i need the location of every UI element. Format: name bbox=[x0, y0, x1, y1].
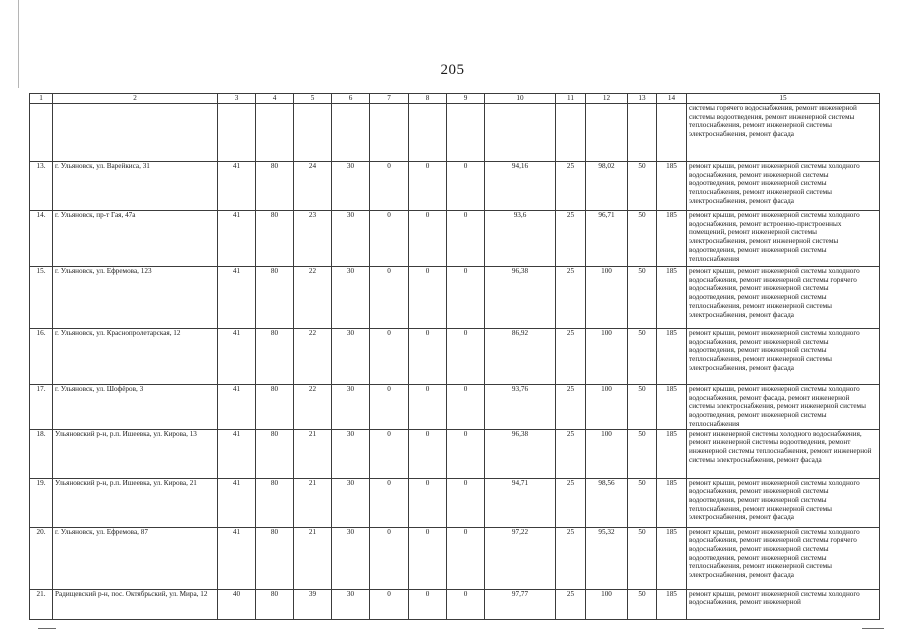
row-address: Радищевский р-н, пос. Октябрьский, ул. Мира, 12 bbox=[53, 589, 218, 619]
row-value-c4: 80 bbox=[256, 478, 294, 527]
row-value-c6: 30 bbox=[332, 267, 370, 329]
row-value-c11: 25 bbox=[556, 478, 586, 527]
row-value-c14: 185 bbox=[657, 527, 687, 589]
continuation-cell bbox=[556, 104, 586, 162]
row-works: ремонт крыши, ремонт инженерной системы холодного водоснабжения, ремонт инженерной системы водоотведения, ремонт инженерной системы теплоснабжения, ремонт инженерной системы электроснабжения, ремонт фасада bbox=[687, 329, 880, 385]
row-value-c13: 50 bbox=[628, 385, 657, 430]
row-value-c13: 50 bbox=[628, 527, 657, 589]
row-value-c12: 98,02 bbox=[586, 162, 628, 211]
row-value-c7: 0 bbox=[370, 267, 409, 329]
row-address: г. Ульяновск, ул. Шофёров, 3 bbox=[53, 385, 218, 430]
column-header-5: 5 bbox=[294, 94, 332, 104]
row-value-c14: 185 bbox=[657, 211, 687, 267]
row-value-c7: 0 bbox=[370, 385, 409, 430]
row-value-c3: 41 bbox=[218, 162, 256, 211]
row-value-c11: 25 bbox=[556, 589, 586, 619]
row-value-c8: 0 bbox=[409, 385, 447, 430]
row-value-c13: 50 bbox=[628, 429, 657, 478]
continuation-cell bbox=[294, 104, 332, 162]
row-value-c12: 96,71 bbox=[586, 211, 628, 267]
row-value-c12: 100 bbox=[586, 267, 628, 329]
table-row bbox=[30, 478, 880, 527]
row-value-c9: 0 bbox=[447, 429, 485, 478]
row-value-c4: 80 bbox=[256, 162, 294, 211]
table-row bbox=[30, 162, 880, 211]
row-works: ремонт крыши, ремонт инженерной системы холодного водоснабжения, ремонт инженерной системы горячего водоснабжения, ремонт инженерной системы водоотведения, ремонт инженерной системы теплоснабжения, ремонт инженерной системы электроснабжения, ремонт фасада bbox=[687, 267, 880, 329]
row-value-c9: 0 bbox=[447, 267, 485, 329]
row-value-c10: 94,71 bbox=[485, 478, 556, 527]
row-value-c7: 0 bbox=[370, 329, 409, 385]
row-value-c7: 0 bbox=[370, 527, 409, 589]
row-value-c4: 80 bbox=[256, 329, 294, 385]
row-value-c6: 30 bbox=[332, 162, 370, 211]
column-header-2: 2 bbox=[53, 94, 218, 104]
row-value-c11: 25 bbox=[556, 329, 586, 385]
row-value-c14: 185 bbox=[657, 162, 687, 211]
column-header-7: 7 bbox=[370, 94, 409, 104]
row-value-c12: 95,32 bbox=[586, 527, 628, 589]
row-value-c10: 86,92 bbox=[485, 329, 556, 385]
row-index: 20. bbox=[30, 527, 53, 589]
row-address: г. Ульяновск, ул. Варейкиса, 31 bbox=[53, 162, 218, 211]
row-value-c9: 0 bbox=[447, 478, 485, 527]
row-value-c9: 0 bbox=[447, 329, 485, 385]
column-header-11: 11 bbox=[556, 94, 586, 104]
row-works: ремонт крыши, ремонт инженерной системы холодного водоснабжения, ремонт инженерной системы водоотведения, ремонт инженерной системы теплоснабжения, ремонт инженерной системы электроснабжения, ремонт фасада bbox=[687, 162, 880, 211]
table-row bbox=[30, 385, 880, 430]
column-header-8: 8 bbox=[409, 94, 447, 104]
row-value-c7: 0 bbox=[370, 589, 409, 619]
row-value-c10: 97,77 bbox=[485, 589, 556, 619]
row-value-c12: 100 bbox=[586, 429, 628, 478]
row-value-c4: 80 bbox=[256, 211, 294, 267]
row-value-c4: 80 bbox=[256, 385, 294, 430]
row-value-c3: 41 bbox=[218, 385, 256, 430]
continuation-cell-address bbox=[53, 104, 218, 162]
row-value-c7: 0 bbox=[370, 211, 409, 267]
row-value-c8: 0 bbox=[409, 589, 447, 619]
row-value-c9: 0 bbox=[447, 589, 485, 619]
row-value-c6: 30 bbox=[332, 429, 370, 478]
row-value-c9: 0 bbox=[447, 211, 485, 267]
column-header-12: 12 bbox=[586, 94, 628, 104]
row-value-c5: 21 bbox=[294, 478, 332, 527]
row-address: г. Ульяновск, ул. Ефремова, 123 bbox=[53, 267, 218, 329]
row-value-c9: 0 bbox=[447, 527, 485, 589]
row-address: Ульяновский р-н, р.п. Ишеевка, ул. Кирова, 21 bbox=[53, 478, 218, 527]
continuation-works: системы горячего водоснабжения, ремонт инженерной системы водоотведения, ремонт инженерной системы теплоснабжения, ремонт инженерной системы электроснабжения, ремонт фасада bbox=[687, 104, 880, 162]
row-value-c8: 0 bbox=[409, 429, 447, 478]
row-value-c3: 41 bbox=[218, 478, 256, 527]
row-works: ремонт крыши, ремонт инженерной системы холодного водоснабжения, ремонт фасада, ремонт инженерной системы электроснабжения, ремонт инженерной системы водоотведения, ремонт инженерной системы теплоснабжения bbox=[687, 385, 880, 430]
row-value-c11: 25 bbox=[556, 527, 586, 589]
row-value-c10: 97,22 bbox=[485, 527, 556, 589]
row-value-c5: 23 bbox=[294, 211, 332, 267]
footer-mark-left bbox=[38, 628, 56, 629]
row-value-c11: 25 bbox=[556, 429, 586, 478]
continuation-cell bbox=[218, 104, 256, 162]
row-value-c13: 50 bbox=[628, 478, 657, 527]
row-value-c13: 50 bbox=[628, 589, 657, 619]
row-value-c6: 30 bbox=[332, 385, 370, 430]
row-value-c14: 185 bbox=[657, 429, 687, 478]
continuation-cell bbox=[409, 104, 447, 162]
continuation-cell bbox=[447, 104, 485, 162]
row-address: г. Ульяновск, ул. Краснопролетарская, 12 bbox=[53, 329, 218, 385]
row-value-c8: 0 bbox=[409, 267, 447, 329]
row-value-c7: 0 bbox=[370, 162, 409, 211]
table-row bbox=[30, 329, 880, 385]
continuation-cell-idx bbox=[30, 104, 53, 162]
row-value-c4: 80 bbox=[256, 267, 294, 329]
row-index: 15. bbox=[30, 267, 53, 329]
row-value-c6: 30 bbox=[332, 527, 370, 589]
row-value-c3: 41 bbox=[218, 267, 256, 329]
table-row bbox=[30, 267, 880, 329]
continuation-cell bbox=[332, 104, 370, 162]
row-value-c11: 25 bbox=[556, 211, 586, 267]
row-value-c8: 0 bbox=[409, 162, 447, 211]
continuation-row bbox=[30, 104, 880, 162]
row-value-c4: 80 bbox=[256, 527, 294, 589]
row-value-c10: 93,6 bbox=[485, 211, 556, 267]
row-value-c13: 50 bbox=[628, 267, 657, 329]
row-value-c14: 185 bbox=[657, 385, 687, 430]
continuation-cell bbox=[370, 104, 409, 162]
row-index: 16. bbox=[30, 329, 53, 385]
table-row bbox=[30, 589, 880, 619]
table-row bbox=[30, 527, 880, 589]
page-number: 205 bbox=[440, 62, 465, 78]
row-value-c8: 0 bbox=[409, 527, 447, 589]
column-header-6: 6 bbox=[332, 94, 370, 104]
column-header-14: 14 bbox=[657, 94, 687, 104]
row-value-c3: 40 bbox=[218, 589, 256, 619]
row-value-c7: 0 bbox=[370, 429, 409, 478]
row-value-c5: 21 bbox=[294, 527, 332, 589]
row-value-c5: 21 bbox=[294, 429, 332, 478]
row-value-c14: 185 bbox=[657, 329, 687, 385]
row-works: ремонт крыши, ремонт инженерной системы холодного водоснабжения, ремонт встроенно-пристроенных помещений, ремонт инженерной системы электроснабжения, ремонт инженерной системы водоотведения, ремонт инженерной системы теплоснабжения bbox=[687, 211, 880, 267]
row-value-c10: 93,76 bbox=[485, 385, 556, 430]
row-value-c6: 30 bbox=[332, 478, 370, 527]
row-value-c12: 98,56 bbox=[586, 478, 628, 527]
table-body bbox=[30, 104, 880, 620]
row-address: г. Ульяновск, пр-т Гая, 47а bbox=[53, 211, 218, 267]
row-value-c6: 30 bbox=[332, 211, 370, 267]
row-value-c12: 100 bbox=[586, 385, 628, 430]
row-index: 14. bbox=[30, 211, 53, 267]
row-value-c13: 50 bbox=[628, 162, 657, 211]
row-value-c14: 185 bbox=[657, 267, 687, 329]
row-value-c10: 96,38 bbox=[485, 429, 556, 478]
row-value-c5: 22 bbox=[294, 385, 332, 430]
row-value-c10: 96,38 bbox=[485, 267, 556, 329]
row-index: 17. bbox=[30, 385, 53, 430]
row-works: ремонт крыши, ремонт инженерной системы холодного водоснабжения, ремонт инженерной системы горячего водоснабжения, ремонт инженерной системы водоотведения, ремонт инженерной системы теплоснабжения, ремонт инженерной системы электроснабжения, ремонт фасада bbox=[687, 527, 880, 589]
column-header-4: 4 bbox=[256, 94, 294, 104]
row-value-c9: 0 bbox=[447, 162, 485, 211]
row-value-c6: 30 bbox=[332, 329, 370, 385]
row-value-c7: 0 bbox=[370, 478, 409, 527]
row-value-c4: 80 bbox=[256, 429, 294, 478]
row-value-c5: 39 bbox=[294, 589, 332, 619]
row-value-c5: 22 bbox=[294, 267, 332, 329]
row-value-c3: 41 bbox=[218, 429, 256, 478]
header-row bbox=[30, 94, 880, 104]
row-value-c12: 100 bbox=[586, 329, 628, 385]
row-value-c3: 41 bbox=[218, 211, 256, 267]
row-value-c10: 94,16 bbox=[485, 162, 556, 211]
row-value-c3: 41 bbox=[218, 329, 256, 385]
table-row bbox=[30, 429, 880, 478]
row-value-c14: 185 bbox=[657, 589, 687, 619]
row-value-c8: 0 bbox=[409, 211, 447, 267]
column-header-3: 3 bbox=[218, 94, 256, 104]
row-value-c6: 30 bbox=[332, 589, 370, 619]
continuation-cell bbox=[628, 104, 657, 162]
row-address: Ульяновский р-н, р.п. Ишеевка, ул. Кирова, 13 bbox=[53, 429, 218, 478]
row-works: ремонт инженерной системы холодного водоснабжения, ремонт инженерной системы водоотведения, ремонт инженерной системы теплоснабжения, ремонт инженерной системы электроснабжения, ремонт фасада bbox=[687, 429, 880, 478]
row-value-c13: 50 bbox=[628, 329, 657, 385]
row-works: ремонт крыши, ремонт инженерной системы холодного водоснабжения, ремонт инженерной системы водоотведения, ремонт инженерной системы теплоснабжения, ремонт инженерной системы электроснабжения, ремонт фасада bbox=[687, 478, 880, 527]
row-value-c11: 25 bbox=[556, 385, 586, 430]
row-index: 19. bbox=[30, 478, 53, 527]
row-works: ремонт крыши, ремонт инженерной системы холодного водоснабжения, ремонт инженерной bbox=[687, 589, 880, 619]
row-value-c13: 50 bbox=[628, 211, 657, 267]
column-header-15: 15 bbox=[687, 94, 880, 104]
row-value-c3: 41 bbox=[218, 527, 256, 589]
row-value-c11: 25 bbox=[556, 162, 586, 211]
row-value-c5: 24 bbox=[294, 162, 332, 211]
row-value-c8: 0 bbox=[409, 478, 447, 527]
column-header-13: 13 bbox=[628, 94, 657, 104]
column-header-10: 10 bbox=[485, 94, 556, 104]
row-address: г. Ульяновск, ул. Ефремова, 87 bbox=[53, 527, 218, 589]
continuation-cell bbox=[657, 104, 687, 162]
row-value-c4: 80 bbox=[256, 589, 294, 619]
row-index: 13. bbox=[30, 162, 53, 211]
table-row bbox=[30, 211, 880, 267]
continuation-cell bbox=[586, 104, 628, 162]
row-value-c5: 22 bbox=[294, 329, 332, 385]
row-value-c11: 25 bbox=[556, 267, 586, 329]
continuation-cell bbox=[485, 104, 556, 162]
footer-mark-right bbox=[862, 628, 884, 629]
row-value-c12: 100 bbox=[586, 589, 628, 619]
row-value-c14: 185 bbox=[657, 478, 687, 527]
row-index: 21. bbox=[30, 589, 53, 619]
row-value-c9: 0 bbox=[447, 385, 485, 430]
column-header-1: 1 bbox=[30, 94, 53, 104]
row-value-c8: 0 bbox=[409, 329, 447, 385]
row-index: 18. bbox=[30, 429, 53, 478]
repair-register-table bbox=[29, 93, 880, 620]
continuation-cell bbox=[256, 104, 294, 162]
column-header-9: 9 bbox=[447, 94, 485, 104]
